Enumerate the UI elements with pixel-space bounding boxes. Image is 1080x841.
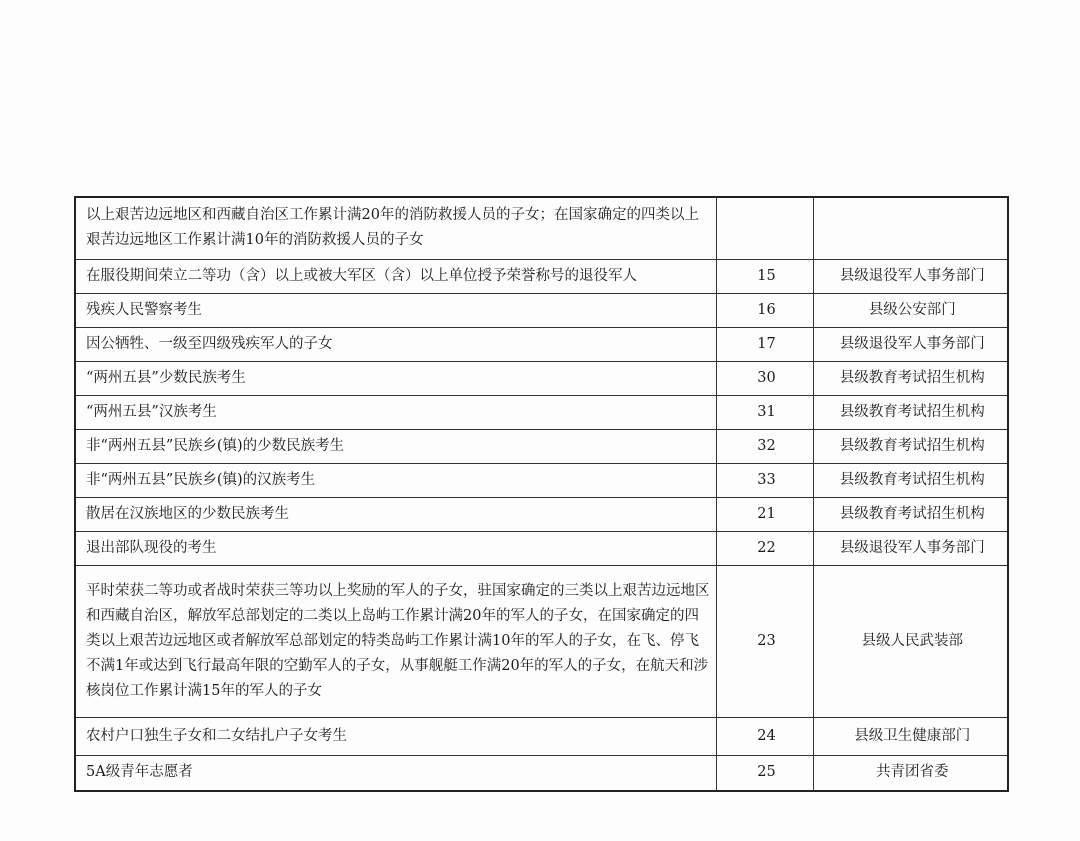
table-row	[75, 497, 1008, 531]
row-department: 县级教育考试招生机构	[813, 429, 1008, 463]
row-department: 县级教育考试招生机构	[813, 463, 1008, 497]
row-description: 因公牺牲、一级至四级残疾军人的子女	[75, 327, 716, 361]
row-description: 非“两州五县”民族乡(镇)的汉族考生	[75, 463, 716, 497]
row-department: 县级人民武装部	[813, 565, 1008, 717]
row-description: 以上艰苦边远地区和西藏自治区工作累计满20年的消防救援人员的子女；在国家确定的四类以上艰苦边远地区工作累计满10年的消防救援人员的子女	[75, 197, 716, 259]
row-department: 县级退役军人事务部门	[813, 259, 1008, 293]
row-description: 5A级青年志愿者	[75, 755, 716, 791]
row-department	[813, 197, 1008, 259]
table-row	[75, 259, 1008, 293]
row-code: 25	[716, 755, 813, 791]
policy-category-table	[74, 196, 1009, 792]
row-department: 县级退役军人事务部门	[813, 327, 1008, 361]
table-row	[75, 361, 1008, 395]
row-code	[716, 197, 813, 259]
table-row	[75, 717, 1008, 755]
row-code: 24	[716, 717, 813, 755]
table-row	[75, 755, 1008, 791]
row-code: 23	[716, 565, 813, 717]
row-department: 共青团省委	[813, 755, 1008, 791]
row-description: 散居在汉族地区的少数民族考生	[75, 497, 716, 531]
table-row	[75, 293, 1008, 327]
row-department: 县级公安部门	[813, 293, 1008, 327]
row-department: 县级教育考试招生机构	[813, 395, 1008, 429]
row-description: “两州五县”少数民族考生	[75, 361, 716, 395]
row-description: 农村户口独生子女和二女结扎户子女考生	[75, 717, 716, 755]
table-row	[75, 327, 1008, 361]
table-row	[75, 565, 1008, 717]
row-code: 33	[716, 463, 813, 497]
table-row	[75, 463, 1008, 497]
row-code: 31	[716, 395, 813, 429]
row-department: 县级教育考试招生机构	[813, 361, 1008, 395]
row-code: 16	[716, 293, 813, 327]
row-department: 县级退役军人事务部门	[813, 531, 1008, 565]
row-code: 30	[716, 361, 813, 395]
row-code: 22	[716, 531, 813, 565]
row-description: 残疾人民警察考生	[75, 293, 716, 327]
row-description: 在服役期间荣立二等功（含）以上或被大军区（含）以上单位授予荣誉称号的退役军人	[75, 259, 716, 293]
table-row	[75, 531, 1008, 565]
row-description: 非“两州五县”民族乡(镇)的少数民族考生	[75, 429, 716, 463]
row-description: “两州五县”汉族考生	[75, 395, 716, 429]
row-department: 县级卫生健康部门	[813, 717, 1008, 755]
row-department: 县级教育考试招生机构	[813, 497, 1008, 531]
table-row	[75, 395, 1008, 429]
row-description: 退出部队现役的考生	[75, 531, 716, 565]
table-row	[75, 429, 1008, 463]
row-code: 32	[716, 429, 813, 463]
row-code: 17	[716, 327, 813, 361]
row-description: 平时荣获二等功或者战时荣获三等功以上奖励的军人的子女，驻国家确定的三类以上艰苦边远地区和西藏自治区，解放军总部划定的二类以上岛屿工作累计满20年的军人的子女，在国家确定的四类以上艰苦边远地区或者解放军总部划定的特类岛屿工作累计满10年的军人的子女，在飞、停飞不满1年或达到飞行最高年限的空勤军人的子女，从事舰艇工作满20年的军人的子女，在航天和涉核岗位工作累计满15年的军人的子女	[75, 565, 716, 717]
table-row	[75, 197, 1008, 259]
row-code: 21	[716, 497, 813, 531]
row-code: 15	[716, 259, 813, 293]
